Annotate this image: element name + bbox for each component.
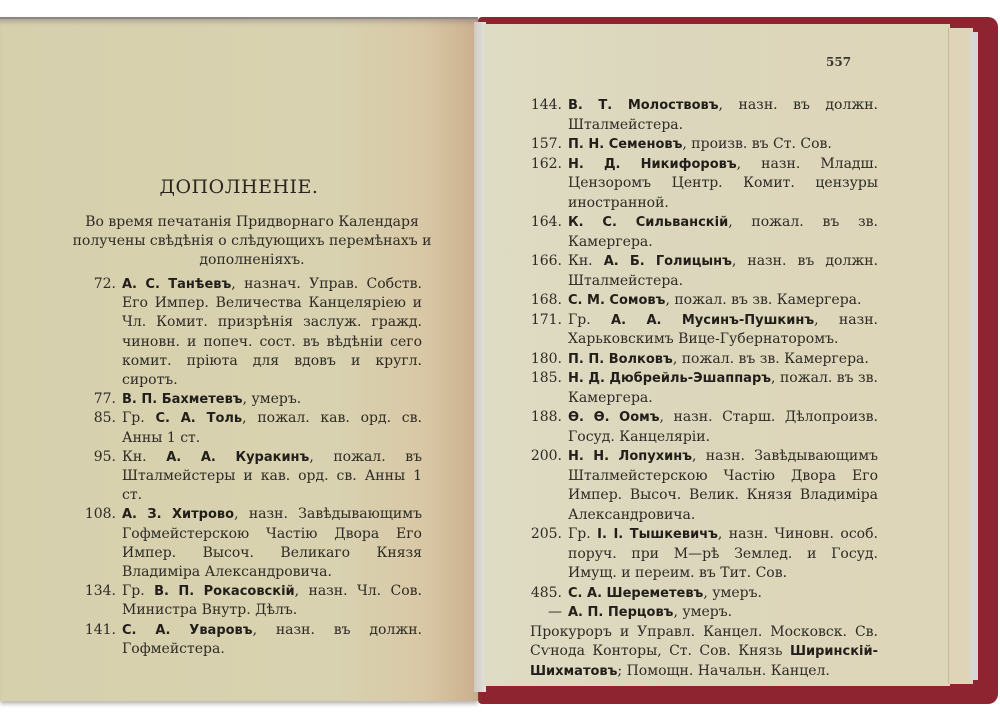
entry-number: 162. — [530, 155, 562, 172]
entry-text: , назн. Старш. Дѣлопроизв. Госуд. Канцеляріи. — [568, 409, 878, 445]
entry-number: 180. — [530, 350, 562, 367]
entry-name: А. П. Перцовъ — [568, 605, 674, 620]
entry-text: , назн. Чиновн. особ. поруч. при М—рѣ Землед. и Госуд. Имущ. и переим. въ Тит. Сов. — [568, 526, 878, 581]
entry-number: 171. — [530, 311, 562, 328]
entry-text: , назн. Завѣдывающимъ Шталмейстерскою Частію Двора Его Импер. Высоч. Велик. Князя Владиміра Александровича. — [568, 448, 878, 523]
entry-item — [518, 603, 878, 623]
entry-item — [518, 311, 878, 350]
entry-item — [518, 408, 878, 447]
entry-number: 157. — [530, 136, 562, 152]
entry-number: 134. — [84, 583, 116, 600]
left-entries — [72, 275, 422, 659]
entry-number: 72. — [93, 276, 116, 292]
entry-text: , назн. въ должн. Шталмейстера. — [568, 97, 879, 133]
entry-item — [72, 621, 422, 659]
continuation-paragraph — [518, 623, 878, 682]
entry-title-prefix: Кн. — [568, 253, 604, 269]
continuation-text-2: ; Помощн. Начальн. Канцел. — [617, 662, 830, 679]
entry-item — [518, 447, 878, 525]
entry-text: , назнач. Управ. Собств. Его Импер. Величества Канцеляріею и Чл. Комит. призрѣнія заслуж. гражд. чиновн. и попеч. сост. въ вѣдѣніи сего комит. пріюта для вдовъ и кругл. сиротъ. — [122, 276, 423, 389]
entry-name: К. С. Сильванскій — [568, 215, 729, 230]
entry-title-prefix: Гр. — [568, 526, 598, 542]
section-title: ДОПОЛНЕНІЕ. — [159, 176, 319, 198]
entry-text: , пожал. въ Шталмейстеры и кав. орд. св. Анны 1 ст. — [122, 448, 422, 504]
entry-item — [518, 350, 878, 370]
entry-number: 485. — [530, 584, 562, 601]
entry-number: 166. — [530, 253, 562, 269]
entry-text: , назн. Младш. Цензоромъ Центр. Комит. цензуры иностранной. — [568, 155, 879, 211]
entry-item — [518, 525, 878, 584]
continuation-text: Прокуроръ и Управл. Канцел. Московск. Св. Сѵнода Конторы, Ст. Сов. Князь — [530, 623, 878, 659]
page-number: 557 — [826, 55, 852, 69]
entry-number: 164. — [530, 214, 562, 230]
right-entries — [518, 96, 878, 681]
entry-item — [518, 135, 878, 155]
entry-number: 85. — [93, 410, 116, 427]
entry-item — [72, 409, 422, 447]
entry-name: С. М. Сомовъ — [568, 293, 666, 308]
entry-title-prefix: Гр. — [122, 583, 155, 600]
entry-name: П. П. Волковъ — [568, 351, 673, 367]
page-edges-inner — [970, 32, 978, 680]
entry-text: , пожал. въ зв. Камергера. — [672, 350, 869, 367]
entry-text: , назн. Завѣдывающимъ Гофмейстерскою Частію Двора Его Импер. Высоч. Великаго Князя Владиміра Александровича. — [122, 506, 422, 581]
entry-item — [518, 155, 878, 214]
entry-number: 168. — [530, 292, 562, 308]
entry-text: , пожал. въ зв. Камергера. — [568, 214, 879, 250]
entry-number: 77. — [93, 391, 116, 408]
entry-name: А. С. Танѣевъ — [122, 277, 232, 292]
entry-item — [518, 213, 878, 252]
entry-text: , назн. Харьковскимъ Вице-Губернаторомъ. — [568, 311, 878, 347]
entry-text: , пожал. въ зв. Камергера. — [665, 292, 862, 308]
entry-item — [72, 448, 422, 506]
entry-text: , пожал. кав. орд. св. Анны 1 ст. — [122, 410, 422, 446]
entry-name: Ѳ. Ѳ. Оомъ — [568, 410, 660, 425]
entry-text: , пожал. въ зв. Камергера. — [568, 370, 878, 406]
entry-number: 141. — [84, 621, 116, 638]
entry-item — [72, 275, 422, 390]
entry-number: 95. — [93, 448, 116, 465]
entry-text: , умеръ. — [703, 584, 762, 601]
entry-text: , назн. въ должн. Шталмейстера. — [568, 253, 878, 289]
entry-title-prefix: Кн. — [122, 448, 167, 465]
entry-name: Н. Д. Никифоровъ — [568, 156, 737, 172]
entry-text: , назн. Чл. Сов. Министра Внутр. Дѣлъ. — [122, 583, 422, 619]
intro-paragraph: Во время печатанія Придворнаго Календаря получены свѣдѣнія о слѣдующихъ перемѣнахъ и дополненіяхъ. — [72, 214, 432, 268]
entry-name: П. Н. Семеновъ — [568, 137, 683, 152]
entry-name: А. З. Хитрово — [122, 507, 235, 523]
entry-item — [518, 252, 878, 291]
entry-text: , назн. въ должн. Гофмейстера. — [122, 621, 422, 657]
entry-name: В. Т. Молоствовъ — [568, 98, 719, 113]
entry-name: Н. Д. Дюбрейль-Эшаппаръ — [568, 371, 772, 386]
entry-item — [518, 291, 878, 311]
entry-name: А. Б. Голицынъ — [603, 254, 732, 269]
entry-item — [72, 390, 422, 409]
entry-number: 108. — [84, 506, 116, 523]
entry-name: В. П. Бахметевъ — [122, 392, 243, 408]
entry-number: — — [548, 604, 562, 620]
entry-name: Н. Н. Лопухинъ — [568, 449, 692, 464]
entry-name: І. І. Тышкевичъ — [597, 527, 718, 542]
entry-text: , умеръ. — [242, 391, 302, 408]
entry-name: А. А. Мусинъ-Пушкинъ — [611, 312, 815, 328]
entry-name: С. А. Шереметевъ — [568, 585, 704, 601]
entry-number: 185. — [530, 370, 562, 386]
entry-title-prefix: Гр. — [568, 311, 612, 328]
entry-name: С. А. Толь — [155, 411, 243, 427]
entry-item — [518, 96, 878, 135]
entry-item — [72, 505, 422, 582]
entry-number: 205. — [530, 526, 562, 542]
entry-text: , произв. въ Ст. Сов. — [682, 136, 832, 152]
entry-text: , умеръ. — [673, 604, 733, 620]
entry-name: С. А. Уваровъ — [122, 622, 253, 638]
entry-number: 144. — [530, 97, 562, 113]
entry-number: 200. — [530, 448, 562, 464]
entry-number: 188. — [530, 409, 562, 425]
entry-title-prefix: Гр. — [122, 410, 156, 427]
entry-name: А. А. Куракинъ — [166, 449, 310, 465]
entry-item — [518, 369, 878, 408]
entry-item — [518, 584, 878, 604]
continuation-name: Ширинскій-Шихматовъ — [530, 644, 878, 679]
entry-name: В. П. Рокасовскій — [154, 584, 295, 600]
entry-item — [72, 582, 422, 620]
